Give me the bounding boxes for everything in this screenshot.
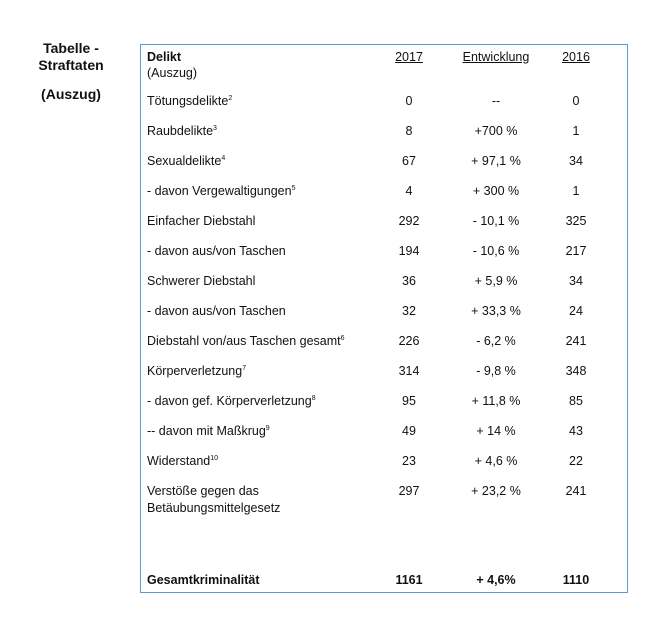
footnote-marker: 6 bbox=[340, 334, 345, 342]
row-label-text: Sexualdelikte bbox=[147, 154, 222, 168]
value-entwicklung: + 5,9 % bbox=[474, 274, 518, 288]
table-row bbox=[147, 243, 611, 273]
row-label-text: - davon aus/von Taschen bbox=[147, 244, 286, 258]
header-delikt bbox=[147, 49, 367, 93]
table-caption bbox=[16, 40, 126, 103]
value-2017: 314 bbox=[398, 364, 420, 378]
value-2016: 0 bbox=[572, 94, 580, 108]
row-label-text: - davon gef. Körperverletzung bbox=[147, 394, 312, 408]
value-2016: 34 bbox=[569, 274, 583, 288]
footnote-marker: 5 bbox=[291, 184, 296, 192]
value-2017: 23 bbox=[402, 454, 416, 468]
total-entwicklung: + 4,6% bbox=[476, 573, 516, 587]
value-2016: 325 bbox=[565, 214, 587, 228]
table-header-row bbox=[147, 49, 611, 93]
table-row bbox=[147, 213, 611, 243]
value-2016: 241 bbox=[565, 334, 587, 348]
value-entwicklung: - 9,8 % bbox=[476, 364, 516, 378]
crime-statistics-table bbox=[147, 49, 611, 588]
row-label-text: - davon Vergewaltigungen bbox=[147, 184, 292, 198]
table-row bbox=[147, 483, 611, 543]
value-entwicklung: -- bbox=[491, 94, 501, 108]
header-2017: 2017 bbox=[395, 50, 423, 64]
row-label bbox=[147, 333, 367, 363]
row-label bbox=[147, 123, 367, 153]
table-row bbox=[147, 363, 611, 393]
row-label-text: Tötungsdelikte bbox=[147, 94, 229, 108]
value-2016: 348 bbox=[565, 364, 587, 378]
row-label bbox=[147, 273, 367, 303]
value-entwicklung: + 23,2 % bbox=[471, 484, 521, 498]
row-label bbox=[147, 303, 367, 333]
value-entwicklung: - 6,2 % bbox=[476, 334, 516, 348]
footnote-marker: 2 bbox=[228, 94, 233, 102]
value-2016: 24 bbox=[569, 304, 583, 318]
value-2017: 36 bbox=[402, 274, 416, 288]
table-row bbox=[147, 153, 611, 183]
value-2016: 217 bbox=[565, 244, 587, 258]
table-row bbox=[147, 333, 611, 363]
value-entwicklung: + 33,3 % bbox=[471, 304, 521, 318]
crime-statistics-box bbox=[140, 44, 628, 593]
table-row bbox=[147, 423, 611, 453]
row-label-line-2: Betäubungsmittelgesetz bbox=[147, 501, 281, 515]
value-entwicklung: + 14 % bbox=[476, 424, 516, 438]
value-2016: 43 bbox=[569, 424, 583, 438]
value-entwicklung: + 11,8 % bbox=[471, 394, 521, 408]
footnote-marker: 4 bbox=[221, 154, 226, 162]
value-2017: 292 bbox=[398, 214, 420, 228]
total-row bbox=[147, 572, 611, 588]
total-label: Gesamtkriminalität bbox=[147, 573, 260, 587]
value-2017: 8 bbox=[405, 124, 413, 138]
value-2016: 241 bbox=[565, 484, 587, 498]
table-row bbox=[147, 273, 611, 303]
value-2016: 22 bbox=[569, 454, 583, 468]
table-row bbox=[147, 93, 611, 123]
row-label-text: Einfacher Diebstahl bbox=[147, 214, 256, 228]
value-2016: 85 bbox=[569, 394, 583, 408]
value-2017: 95 bbox=[402, 394, 416, 408]
footnote-marker: 7 bbox=[242, 364, 247, 372]
header-delikt-label: Delikt bbox=[147, 50, 182, 64]
row-label bbox=[147, 363, 367, 393]
row-label-text: Schwerer Diebstahl bbox=[147, 274, 256, 288]
footnote-marker: 8 bbox=[311, 394, 316, 402]
table-row bbox=[147, 183, 611, 213]
value-2017: 67 bbox=[402, 154, 416, 168]
total-2016: 1110 bbox=[562, 573, 590, 587]
value-entwicklung: + 4,6 % bbox=[474, 454, 518, 468]
footnote-marker: 9 bbox=[265, 424, 270, 432]
spacer-row bbox=[147, 543, 611, 572]
row-label bbox=[147, 243, 367, 273]
value-entwicklung: +700 % bbox=[474, 124, 518, 138]
row-label bbox=[147, 393, 367, 423]
table-row bbox=[147, 303, 611, 333]
value-2017: 194 bbox=[398, 244, 420, 258]
row-label-text: - davon aus/von Taschen bbox=[147, 304, 286, 318]
total-2017: 1161 bbox=[395, 573, 423, 587]
footnote-marker: 3 bbox=[213, 124, 217, 132]
header-auszug-label: (Auszug) bbox=[147, 66, 198, 80]
row-label-text: Widerstand bbox=[147, 454, 211, 468]
row-label bbox=[147, 93, 367, 123]
value-entwicklung: + 97,1 % bbox=[471, 154, 521, 168]
footnote-marker: 10 bbox=[210, 454, 219, 462]
value-entwicklung: - 10,6 % bbox=[472, 244, 520, 258]
table-row bbox=[147, 123, 611, 153]
table-row bbox=[147, 393, 611, 423]
value-2017: 49 bbox=[402, 424, 416, 438]
value-2017: 0 bbox=[405, 94, 413, 108]
caption-line-2: Straftaten bbox=[38, 57, 104, 73]
value-2016: 1 bbox=[572, 184, 580, 198]
row-label bbox=[147, 483, 367, 543]
row-label bbox=[147, 453, 367, 483]
value-2017: 297 bbox=[398, 484, 420, 498]
value-entwicklung: + 300 % bbox=[472, 184, 520, 198]
value-2017: 32 bbox=[402, 304, 416, 318]
row-label-text: Diebstahl von/aus Taschen gesamt bbox=[147, 334, 341, 348]
table-body bbox=[147, 93, 611, 588]
value-2016: 1 bbox=[572, 124, 580, 138]
row-label-line-1: Verstöße gegen das bbox=[147, 484, 259, 498]
row-label-text: Körperverletzung bbox=[147, 364, 243, 378]
value-entwicklung: - 10,1 % bbox=[472, 214, 520, 228]
value-2017: 4 bbox=[405, 184, 413, 198]
row-label-text: Raubdelikte bbox=[147, 124, 214, 138]
row-label bbox=[147, 213, 367, 243]
row-label-text: -- davon mit Maßkrug bbox=[147, 424, 266, 438]
caption-line-3: (Auszug) bbox=[41, 86, 101, 102]
row-label bbox=[147, 153, 367, 183]
row-label bbox=[147, 183, 367, 213]
header-2016: 2016 bbox=[562, 50, 590, 64]
header-entwicklung: Entwicklung bbox=[462, 50, 530, 64]
caption-line-1: Tabelle - bbox=[43, 40, 99, 56]
row-label bbox=[147, 423, 367, 453]
value-2016: 34 bbox=[569, 154, 583, 168]
table-row bbox=[147, 453, 611, 483]
value-2017: 226 bbox=[398, 334, 420, 348]
